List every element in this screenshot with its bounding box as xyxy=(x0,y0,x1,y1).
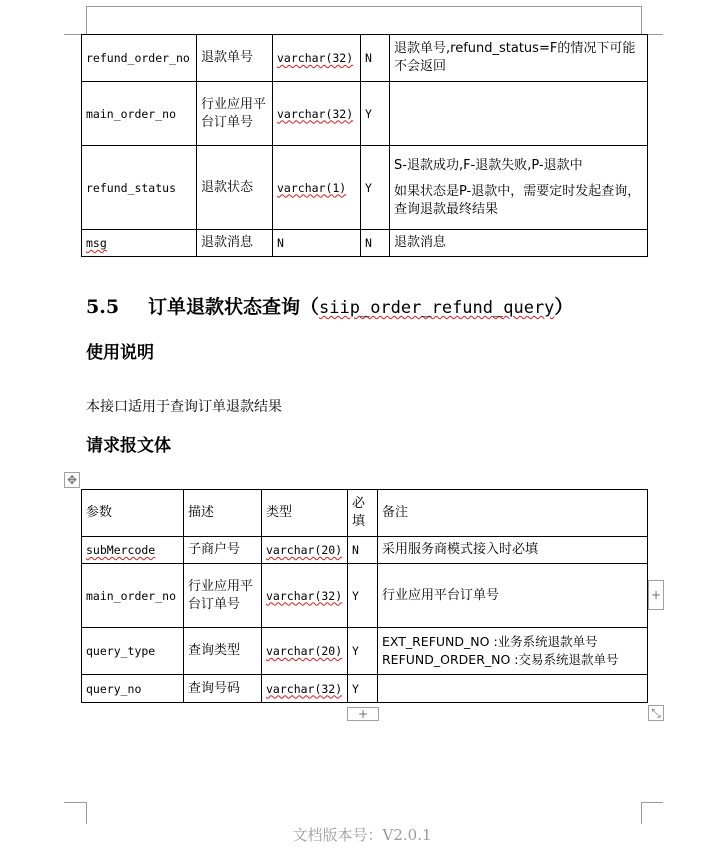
table-row xyxy=(82,628,648,675)
param-note-cell xyxy=(378,628,648,675)
param-desc: 查询号码 xyxy=(184,675,262,703)
request-heading: 请求报文体 xyxy=(86,436,171,456)
header-type: 类型 xyxy=(262,490,348,537)
param-required: Y xyxy=(348,675,378,703)
param-name: main_order_no xyxy=(82,82,197,146)
param-type: varchar(32) xyxy=(266,588,343,603)
param-required: Y xyxy=(361,82,390,146)
param-note: 退款消息 xyxy=(390,230,648,257)
param-required: N xyxy=(361,35,390,82)
param-name: msg xyxy=(86,236,107,250)
table-header-row xyxy=(82,490,648,537)
usage-heading: 使用说明 xyxy=(86,343,154,363)
table-row xyxy=(82,82,648,146)
table-row xyxy=(82,146,648,230)
header-param: 参数 xyxy=(82,490,184,537)
param-note-extra: REFUND_ORDER_NO :交易系统退款单号 xyxy=(382,652,619,667)
usage-text: 本接口适用于查询订单退款结果 xyxy=(86,399,282,415)
param-type: varchar(20) xyxy=(266,644,343,658)
param-required: Y xyxy=(361,146,390,230)
param-note: S-退款成功,F-退款失败,P-退款中 xyxy=(394,157,583,173)
header-note: 备注 xyxy=(378,490,648,537)
header-corner-left xyxy=(86,6,87,34)
param-note xyxy=(390,82,648,146)
param-desc: 退款单号 xyxy=(197,35,273,82)
response-table xyxy=(81,34,648,257)
table-row xyxy=(82,230,648,257)
param-desc: 退款消息 xyxy=(197,230,273,257)
param-type: varchar(32) xyxy=(277,106,354,121)
add-row-button[interactable]: + xyxy=(347,707,379,721)
param-required: Y xyxy=(348,628,378,675)
param-desc: 子商户号 xyxy=(184,537,262,564)
param-name: subMercode xyxy=(86,543,156,557)
param-note xyxy=(378,675,648,703)
table-row xyxy=(82,675,648,703)
request-table xyxy=(81,489,648,703)
footer-corner-right xyxy=(641,802,642,824)
param-note: EXT_REFUND_NO :业务系统退款单号 xyxy=(382,634,598,649)
table-resize-handle[interactable]: ⤡ xyxy=(648,705,664,721)
section-api-name: siip_order_refund_query xyxy=(319,298,555,318)
param-note: 采用服务商模式接入时必填 xyxy=(378,537,648,564)
footer-corner-left xyxy=(86,802,87,824)
param-desc: 查询类型 xyxy=(184,628,262,675)
param-required: N xyxy=(361,230,390,257)
param-name: main_order_no xyxy=(82,564,184,628)
param-name: refund_status xyxy=(82,146,197,230)
param-desc: 退款状态 xyxy=(197,146,273,230)
table-row xyxy=(82,537,648,564)
add-column-button[interactable]: + xyxy=(648,580,664,610)
section-title: 订单退款状态查询（ xyxy=(148,296,320,318)
param-type: varchar(20) xyxy=(266,543,343,557)
table-row xyxy=(82,564,648,628)
param-desc: 行业应用平台订单号 xyxy=(184,564,262,628)
param-note-cell xyxy=(390,146,648,230)
header-rule xyxy=(86,6,642,7)
table-row xyxy=(82,35,648,82)
param-type: N xyxy=(273,230,361,257)
param-name: refund_order_no xyxy=(82,35,197,82)
param-type: varchar(32) xyxy=(277,51,354,65)
footer-margin-right xyxy=(641,802,663,803)
param-type: varchar(1) xyxy=(277,180,347,195)
table-move-handle[interactable]: ✥ xyxy=(64,472,80,488)
param-name: query_no xyxy=(82,675,184,703)
param-name: query_type xyxy=(82,628,184,675)
footer-margin-left xyxy=(64,802,86,803)
header-required: 必填 xyxy=(348,490,378,537)
document-version-footer: 文档版本号：V2.0.1 xyxy=(292,826,432,844)
section-heading xyxy=(86,292,573,319)
param-note-extra: 如果状态是P-退款中，需要定时发起查询，查询退款最终结果 xyxy=(394,183,641,217)
section-number: 5.5 xyxy=(86,296,120,318)
param-required: N xyxy=(348,537,378,564)
header-desc: 描述 xyxy=(184,490,262,537)
section-title-end: ） xyxy=(554,296,574,318)
param-note: 退款单号,refund_status=F的情况下可能不会返回 xyxy=(390,35,648,82)
param-note: 行业应用平台订单号 xyxy=(378,564,648,628)
param-type: varchar(32) xyxy=(266,681,343,696)
header-corner-right xyxy=(641,6,642,34)
param-desc: 行业应用平台订单号 xyxy=(197,82,273,146)
param-required: Y xyxy=(348,564,378,628)
